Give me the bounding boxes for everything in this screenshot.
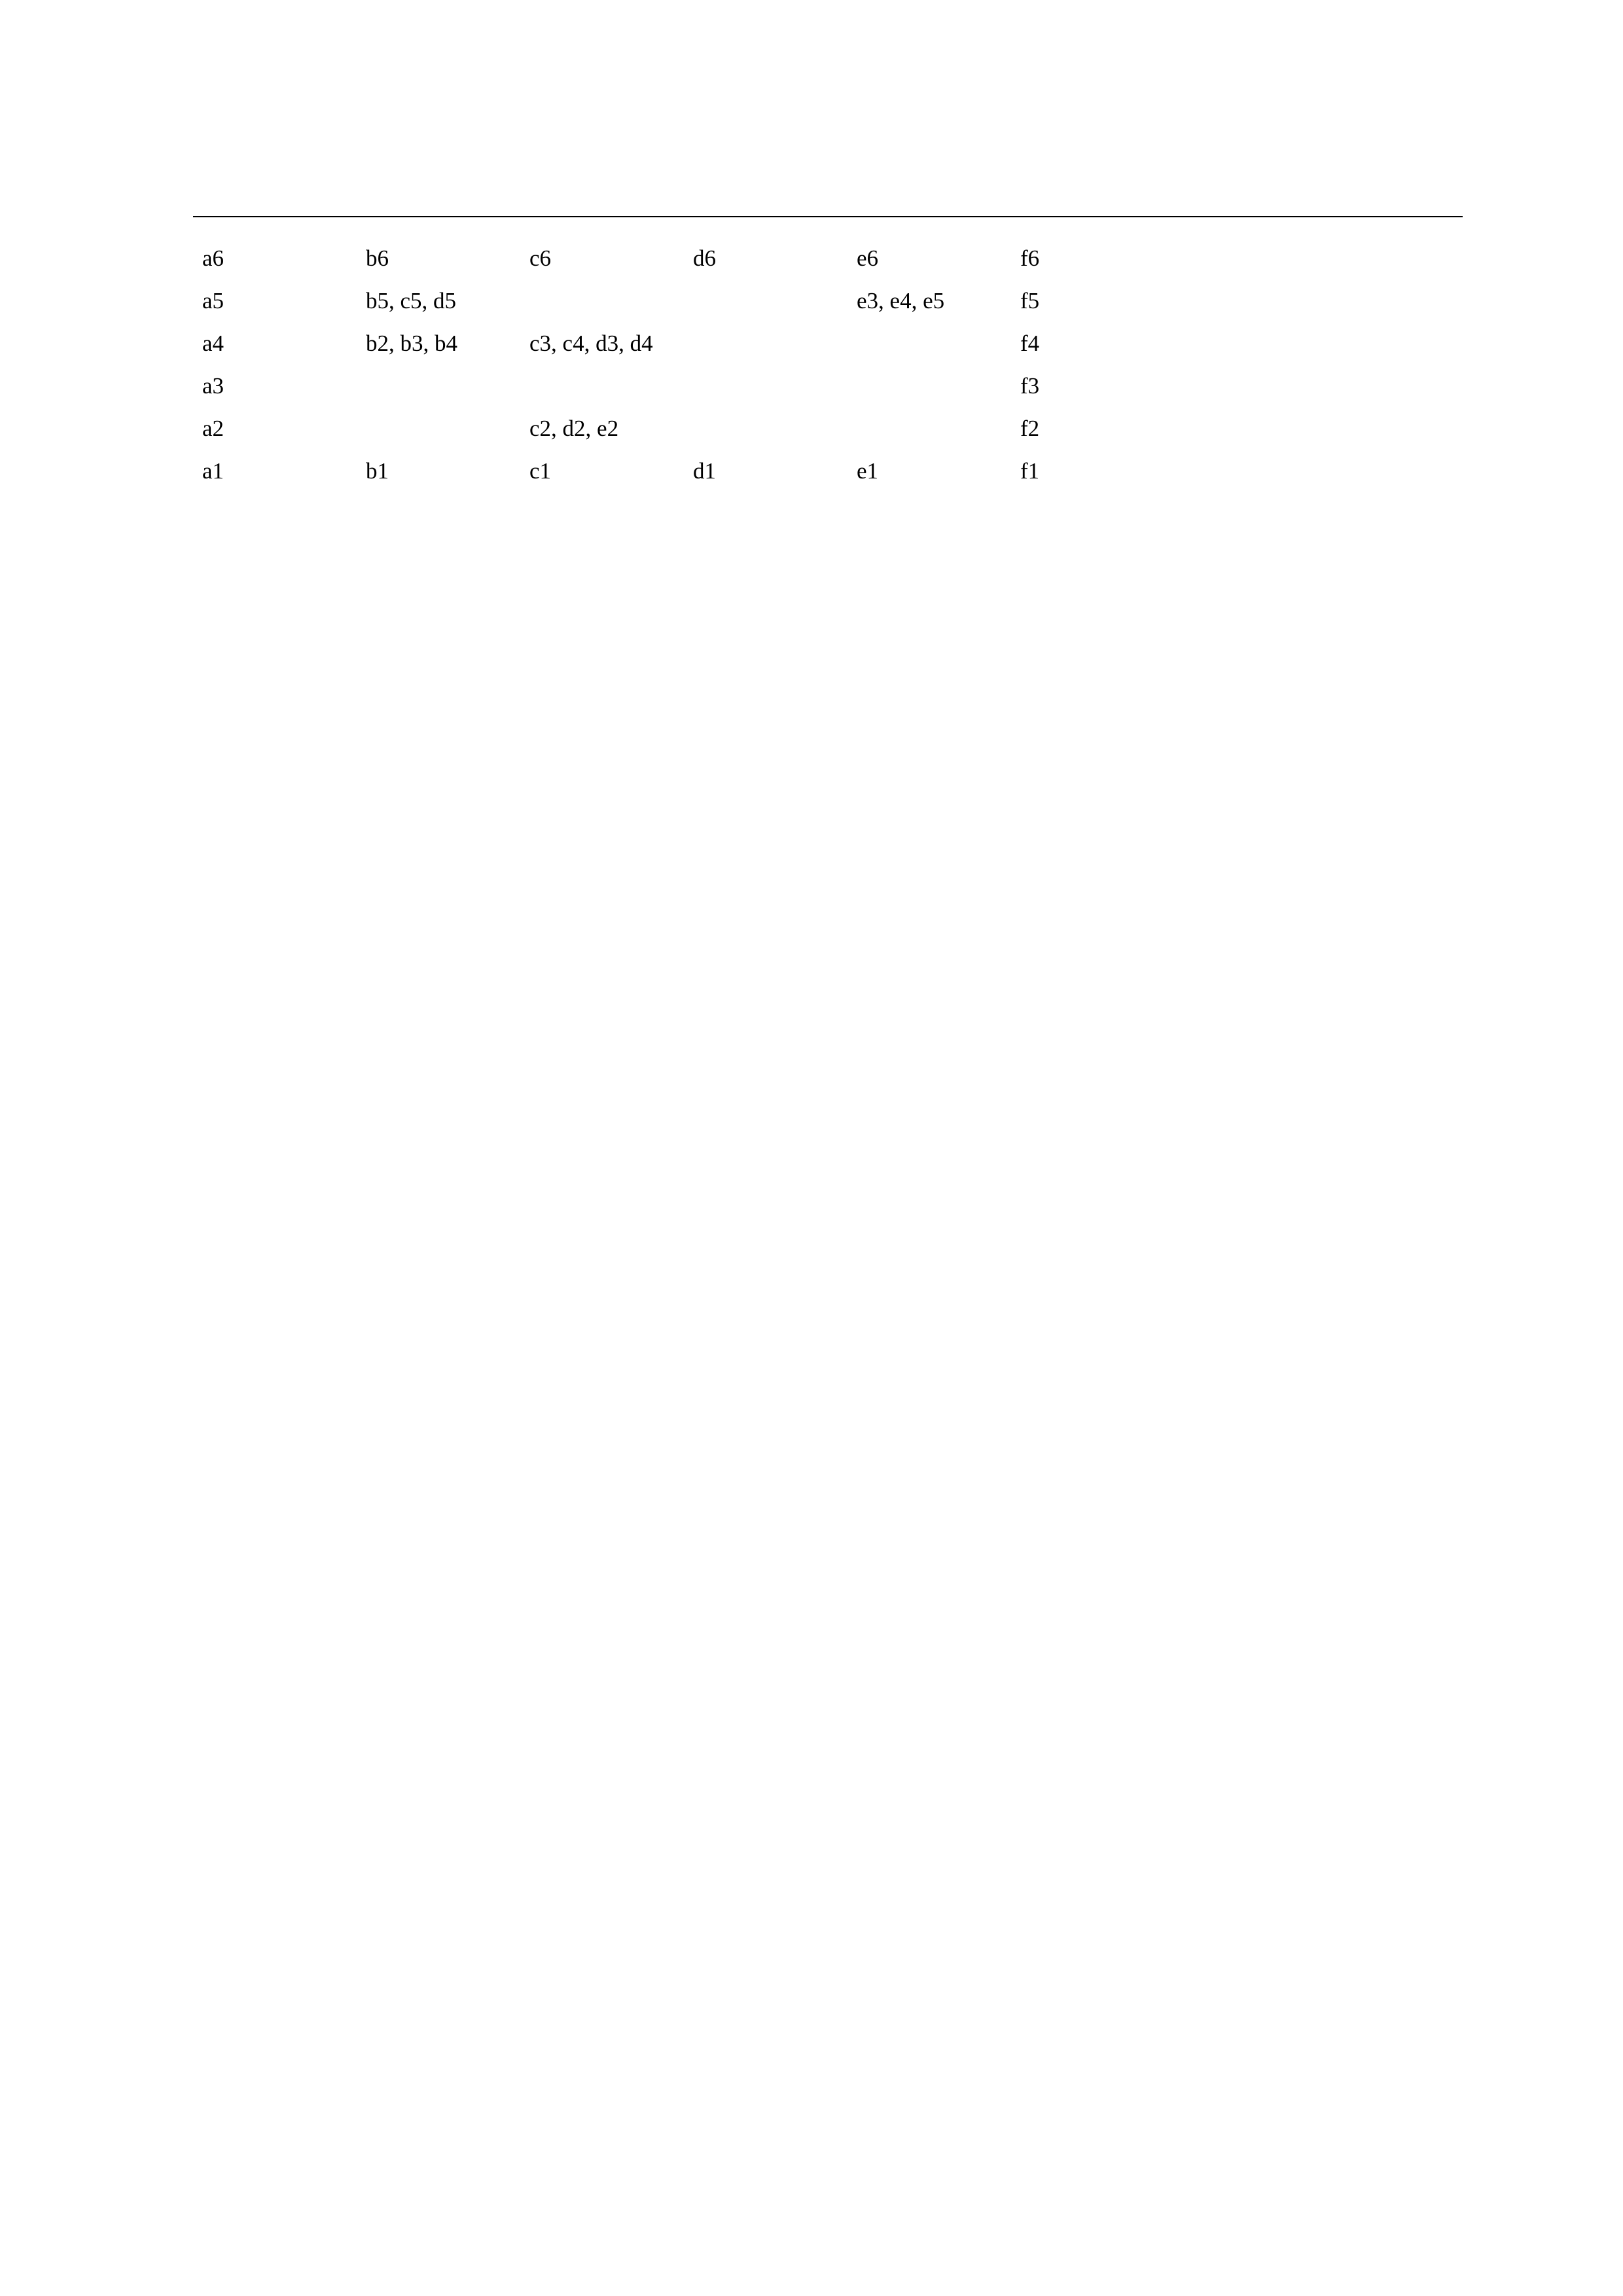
- cell-b2-b3-b4: b2, b3, b4: [366, 331, 457, 356]
- table-row: [193, 239, 1175, 281]
- cell-b1: b1: [366, 458, 389, 484]
- cell-f4: f4: [1020, 331, 1040, 356]
- cell-b5-c5-d5: b5, c5, d5: [366, 288, 457, 314]
- table-row: [193, 409, 1175, 452]
- cell-d1: d1: [693, 458, 716, 484]
- cell-d6: d6: [693, 245, 716, 271]
- cell-f5: f5: [1020, 288, 1040, 314]
- cell-f2: f2: [1020, 416, 1040, 441]
- cell-f3: f3: [1020, 373, 1040, 399]
- cell-b6: b6: [366, 245, 389, 271]
- cell-c6: c6: [529, 245, 552, 271]
- cell-e1: e1: [857, 458, 879, 484]
- table-row: [193, 452, 1175, 494]
- cell-a4: a4: [202, 331, 224, 356]
- cell-f1: f1: [1020, 458, 1040, 484]
- table-top-rule: [193, 216, 1463, 217]
- table-row: [193, 324, 1175, 367]
- cell-c3-c4-d3-d4: c3, c4, d3, d4: [529, 331, 653, 356]
- cell-a5: a5: [202, 288, 224, 314]
- table-container: [193, 239, 1175, 494]
- cell-e3-e4-e5: e3, e4, e5: [857, 288, 945, 314]
- cell-a2: a2: [202, 416, 224, 441]
- cell-a6: a6: [202, 245, 224, 271]
- cell-c2-d2-e2: c2, d2, e2: [529, 416, 619, 441]
- merged-cell-table: [193, 239, 1175, 494]
- cell-b2-spacer: [357, 409, 520, 452]
- cell-e6: e6: [857, 245, 879, 271]
- cell-c1: c1: [529, 458, 552, 484]
- cell-a1: a1: [202, 458, 224, 484]
- table-row: [193, 281, 1175, 324]
- cell-a3: a3: [202, 373, 224, 399]
- cell-f6: f6: [1020, 245, 1040, 271]
